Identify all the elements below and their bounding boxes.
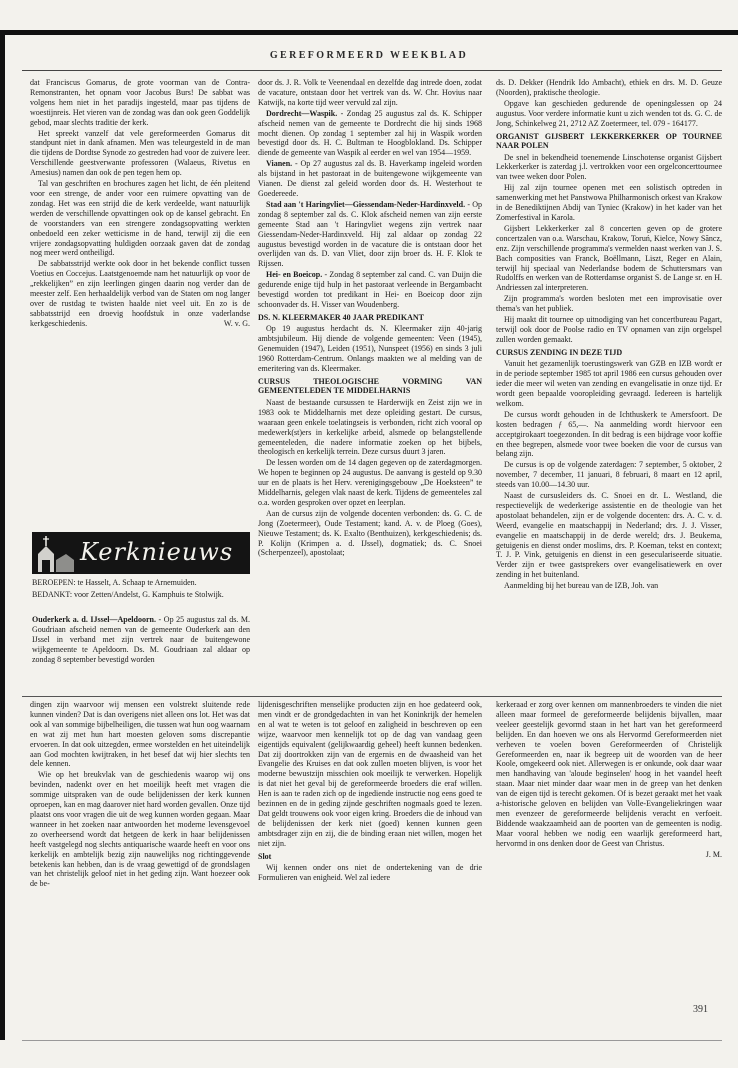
bottom-column-2	[258, 700, 482, 960]
paragraph: Het spreekt vanzelf dat vele gereformeerden Gomarus dit standpunt niet in dank afnamen. Men was teleurgesteld in de man die tijdens de Dordtse Synode zo gestreden had voor de zuivere leer. Verschillende geestverwante professoren (Walaeus, Rivetus en Amesius) namen dan ook de pen tegen hem op.	[30, 128, 250, 178]
church-illustration-icon	[32, 532, 78, 574]
paragraph-text: De sabbatsstrijd werkte ook door in het bekende conflict tussen Voetius en Coccejus. Laatstgenoemde nam het natuurlijk op voor de „rekkelijken” en zijn leerlingen gingen daarin nog verder dan de meester zelf. Een herhaaldelijk verbod van de Staten om nog langer over de rustdag te twisten haalde niet veel uit. En zo is de sabbatsstrijd een droevig hoofdstuk in onze vaderlandse kerkgeschiedenis.	[30, 259, 250, 328]
paragraph	[258, 270, 482, 310]
bottom-column-3	[496, 700, 722, 960]
paragraph: ds. D. Dekker (Hendrik Ido Ambacht), ethiek en drs. M. D. Geuze (Noorden), praktische theologie.	[496, 78, 722, 97]
column-2	[258, 78, 482, 593]
paragraph: De cursus is op de volgende zaterdagen: 7 september, 5 oktober, 2 november, 7 december, 11 januari, 8 februari, 8 maart en 12 april, steeds van 10.00—14.30 uur.	[496, 460, 722, 490]
paragraph: Wij kennen onder ons niet de ondertekening van de drie Formulieren van enigheid. Wel zal iedere	[258, 863, 482, 882]
signature: J. M.	[705, 849, 722, 859]
place-heading: Vianen.	[266, 159, 293, 169]
paragraph: De cursus wordt gehouden in de Ichthuskerk te Amersfoort. De kosten bedragen ƒ 65,—. Na aanmelding wordt hiervoor een acceptgirokaart toegezonden. In dit bedrag is een bijdrage voor koffie en thee begrepen, alsmede voor twee boeken die voor de cursus van belang zijn.	[496, 409, 722, 459]
paragraph: Gijsbert Lekkerkerker zal 8 concerten geven op de grotere concertzalen van o.a. Warschau, Krakow, Toruń, Kielce, Nowy Sãncz, enz. Zijn verschillende programma's vermelden naast werken van J. S. Bach composities van Franck, Boëllmann, Liszt, Reger en Alain, terwijl hij speciaal van Nederlandse bodem de Schuttersmars van Rudolffs en werken van de Rotterdamse organist S. de Lange sr. en H. Andriessen zal interpreteren.	[496, 223, 722, 293]
paragraph-text: - Op 27 augustus zal ds. B. Haverkamp ingeleid worden als bijstand in het pastoraat in de buitengewone wijkgemeente van Vianen. De dienst zal geleid worden door ds. H. Westerhout te Goedereede.	[258, 159, 482, 198]
paragraph	[30, 259, 250, 328]
header-rule	[22, 70, 722, 71]
place-heading: Hei- en Boeicop.	[266, 270, 323, 280]
kerknieuws-banner	[32, 532, 250, 574]
paragraph: lijdenisgeschriften menselijke producten zijn en hoe gedateerd ook, men vindt er de grondgedachten in van het Koninkrijk der hemelen en al wat te weten is tot geloof en zaligheid in beschreven op een wijze, waarvoor men kennelijk tot op de dag van vandaag geen eigentijds equivalent (gelijkwaardig geheel) heeft kunnen bedenken. Dat zij doortrokken zijn van de ergernis en de dwaasheid van het Evangelie des Kruises en dat ook zullen moeten blijven, is voor het moderne bewustzijn misschien ook moeilijk te verwerken. Hopelijk is dat niet het geval bij de gereformeerde broeders die eraf willen. Hen is aan te raden zich op de ingediende instructie nog eens goed te bezinnen en de in geding zijnde geschriften nogmaals goed te lezen. Dat geldt trouwens ook voor eigen kring. Broeders die de inhoud van de belijdenissen der kerk niet (goed) kennen kunnen geen ambtsdrager zijn en zij, die de binding eraan niet willen, mogen het niet zijn.	[258, 700, 482, 848]
paragraph: Aanmelding bij het bureau van de IZB, Joh. van	[504, 581, 659, 591]
paragraph: dat Franciscus Gomarus, de grote voorman van de Contra-Remonstranten, het opnam voor Jacobus Burs! De sabbat was volgens hem niet in het paradijs ingesteld, maar pas tijdens de woestijnreis. Het vieren van de zondag was dan ook geen Goddelijk gebod, maar slechts traditie der kerk.	[30, 78, 250, 127]
paragraph	[258, 109, 482, 159]
page-number: 391	[693, 1004, 708, 1015]
paragraph: Opgave kan geschieden gedurende de openingslessen op 24 augustus. Voor verdere informatie kunt u zich wenden tot ds. G. C. de Jong, Schinkelweg 21, 2712 AZ Zoetermeer, tel. 079 - 164177.	[496, 98, 722, 128]
paragraph: Zijn programma's worden besloten met een improvisatie over thema's van het publiek.	[496, 294, 722, 314]
column-1-lower	[32, 615, 250, 695]
paragraph: Wie op het breukvlak van de geschiedenis waarop wij ons bevinden, nadenkt over en het moeilijk heeft met vragen die sommige uitspraken van de oude belijdenissen der kerk kunnen oproepen, kan en mag daarover niet hard worden gevallen. Onze tijd plaatst ons voor vragen die uit de weg kunnen worden gegaan. Maar wanneer in het zoeken naar antwoorden het moderne levensgevoel zo overheersend wordt dat hetgeen de kerk in haar belijdenissen heeft vastgelegd nog slechts antiquarische waarde heeft en voor ons kerkelijk en ambtelijk bezig zijn nauwelijks nog richtinggevende betekenis kan hebben, dan is de vraag gewettigd of de grondslagen van het christelijk geloof niet in het geding zijn. Want hoezeer ook de be-	[30, 770, 250, 889]
paragraph: Hij zal zijn tournee openen met een solistisch optreden in samenwerking met het Panstwowa Philharmonisch orkest van Krakow in de Benediktijnen Abdij van Tyniec (Krakow) in het kader van het Zomerfestival in Karola.	[496, 183, 722, 222]
bottom-column-1	[30, 700, 250, 960]
column-1	[30, 78, 250, 533]
paragraph-text: - Op zondag 8 september zal ds. C. Klok afscheid nemen van zijn eerste gemeente Stad aan 't Haringvliet wegens zijn vertrek naar Giessendam-Neder-Hardinxveld. Hij zal aldaar op zondag 22 augustus bevestigd worden in de vacature die is ontstaan door het overlijden van ds. D. van Vliet, door zijn broer ds. H. F. Klok te Rijssen.	[258, 199, 482, 269]
place-heading: Stad aan 't Haringvliet—Giessendam-Neder-Hardinxveld.	[266, 199, 466, 209]
bedankt: BEDANKT: voor Zetten/Andelst, G. Kamphuis te Stolwijk.	[32, 589, 224, 599]
paragraph-text: - Op 25 augustus zal ds. M. Goudriaan afscheid nemen van de gemeente Ouderkerk aan den IJssel in verband met zijn vertrek naar de buitengewone wijkgemeente te Apeldoorn. Ds. M. Goudriaan zal aldaar op zondag 8 september bevestigd worden	[32, 615, 250, 664]
signature: W. v. G.	[223, 318, 250, 328]
paragraph: Hij maakt dit tournee op uitnodiging van het concertbureau Pagart, terwijl ook door de Poolse radio en TV opnamen van zijn orgelspel zullen worden gemaakt.	[496, 315, 722, 344]
paragraph	[258, 159, 482, 199]
paragraph	[32, 615, 250, 665]
paragraph: Op 19 augustus herdacht ds. N. Kleermaker zijn 40-jarig ambtsjubileum. Hij diende de volgende gemeenten: Veen (1945), Genemuiden (1947), Leiden (1951), Nunspeet (1956) en sinds 3 juli 1960 Rotterdam-Centrum. Onlangs maakten we al melding van de emeritering van ds. Kleermaker.	[258, 324, 482, 373]
kerknieuws-section	[32, 532, 250, 628]
column-3	[496, 78, 722, 593]
paragraph: dingen zijn waarvoor wij mensen een volstrekt sluitende rede kunnen vinden? Dat is dan overigens niet alleen ons lot. Het was dat ook al van sommige bijbelheiligen, die tussen wat hun oog waarnam en wat zij met hun hart moesten geloven soms discrepantie ervoeren. In dat ook uitzegden, ermee worstelden en het uiteindelijk aan God mochten kwijtraken, in het besef dat wij hier slechts ten dele kennen.	[30, 700, 250, 769]
section-heading: CURSUS ZENDING IN DEZE TIJD	[496, 347, 623, 357]
paragraph: De lessen worden om de 14 dagen gegeven op de zaterdagmorgen. We hopen te beginnen op 24 augustus. De aanvang is gesteld op 9.30 uur en de plaats is het Herv. verenigingsgebouw „De Hoeksteen” te Middelharnis, gelegen vlak naast de kerk. Tijdens de gemeenteles zal o.a. worden gesproken over opzet en leerplan.	[258, 458, 482, 507]
section-heading: DS. N. KLEERMAKER 40 JAAR PREDIKANT	[258, 312, 425, 322]
paragraph: door ds. J. R. Volk te Veenendaal en dezelfde dag intrede doen, zodat de vacature, ontstaan door het vertrek van ds. W. Chr. Hovius naar Katwijk, na korte tijd weer vervuld zal zijn.	[258, 78, 482, 107]
paragraph: kerkeraad er zorg over kennen om mannenbroeders te vinden die niet alleen maar formeel de gereformeerde belijdenis bijvallen, maar veeleer geestelijk gevormd staan in het hart van het gereformeerd belijden. En dan hoeven we ons als Hervormd Gereformeerden niet verheven te voelen boven Gereformeerden of Christelijk Gereformeerden en, naar ik begreep uit de woorden van de heer Koole, omgekeerd ook niet. Allerwegen is er onkunde, ook daar waar men handhaving van 'aloude beginselen' hoog in het vaandel heeft staan. Maar niet minder daar waar men in de greep van het denken van de eigen tijd is terecht gekomen. Of is bezet geraakt met het vaak a-historische geloven en belijden van Volle-Evangeliekringen waar men evenzeer de gereformeerde belijdenis veracht en verfoeit. Biddende waakzaamheid aan de poorten van de gemeenten is nodig. Maar vooral hebben we nodig een waarlijk gereformeerd hart, hervormd in ons denken door de Geest van Christus.	[496, 700, 722, 848]
paragraph: Naast de bestaande cursussen te Harderwijk en Zeist zijn we in 1983 ook te Middelharnis met deze opleiding gestart. De cursus, waaraan geen enkele toelatingseis is verbonden, richt zich vooral op medewerk(st)ers in kerkelijke arbeid, alsmede op belangstellende gemeenteleden, die nadere informatie zoeken op het bijbels, theologisch en kerkelijk terrein. Deze cursus duurt 3 jaren.	[258, 397, 482, 457]
page-header: GEREFORMEERD WEEKBLAD	[269, 50, 469, 61]
section-heading: CURSUS THEOLOGISCHE VORMING VAN GEMEENTELEDEN TE MIDDELHARNIS	[258, 376, 482, 396]
paragraph: Vanuit het gezamenlijk toerustingswerk van GZB en IZB wordt er in de periode september 1985 tot april 1986 een cursus gehouden over ieder die meer wil weten van zending en evangelisatie in onze tijd. Er wordt geen bepaalde vooropleiding gevraagd. Iedereen is hartelijk welkom.	[496, 359, 722, 408]
place-heading: Ouderkerk a. d. IJssel—Apeldoorn.	[32, 615, 156, 624]
paragraph-text: - Zondag 25 augustus zal ds. K. Schipper afscheid nemen van de gemeente te Dordrecht die hij sinds 1968 mocht dienen. Op zondag 1 september zal hij in Waspik worden bevestigd door ds. H. C. Bultman te Hoogblokland. Ds. Schipper diende de gemeente van Waspik al eerder en wel van 1954—1959.	[258, 108, 482, 158]
section-divider	[22, 696, 722, 697]
section-heading: ORGANIST GIJSBERT LEKKERKERKER OP TOURNEE NAAR POLEN	[496, 131, 722, 151]
bottom-rule	[22, 1040, 722, 1041]
kerknieuws-body	[32, 578, 250, 602]
paragraph-text: - Zondag 8 september zal cand. C. van Duijn die gedurende enige tijd hulp in het pastoraat verleende in Bergambacht bevestigd worden tot predikant in Hei- en Boeicop door zijn schoonvader ds. H. Visser van Woudenberg.	[258, 270, 482, 309]
place-heading: Dordrecht—Waspik.	[266, 108, 338, 118]
beroepen: BEROEPEN: te Hasselt, A. Schaap te Arnemuiden.	[32, 578, 197, 587]
paragraph	[258, 200, 482, 269]
left-border	[0, 30, 5, 1040]
paragraph: Naast de cursusleiders ds. C. Snoei en dr. L. Westland, die respectievelijk de wederkerige assistentie en de theologie van het apostolaat behandelen, zijn er de volgende docenten: drs. A. C. v. d. Weerd, evangelie en maatschappij in Nederland; drs. J. J. Visser, evangelie en maatschappij in de derde wereld; drs. J. Beukema, getuigenis en dienst onder moslims, drs. P. Koeman, tekst en context; T. J. P. Vink, getuigenis en dienst in een geseculariseerde situatie. Verder zijn er twee gastsprekers over evangelisatiewerk en over zending in het buitenland.	[496, 491, 722, 580]
paragraph: Tal van geschriften en brochures zagen het licht, de één pleitend voor een strenge, de ander voor een ruimere opvatting van de zondag. Het was een strijd die de kerk verdeelde, want natuurlijk werden de verschillende opvattingen ook op de kansel gebracht. En de voorstanders van een strengere zondagsopvatting werkten onbedoeld een zeker wetticisme in de hand, terwijl zij die een vrijere zondagsopvatting huldigden oorzaak gaven dat de zondag nog meer werd ontheiligd.	[30, 179, 250, 258]
top-border	[0, 30, 738, 35]
paragraph: De snel in bekendheid toenemende Linschotense organist Gijsbert Lekkerkerker is zaterdag j.l. vertrokken voor een orgelconcerttournee van twee weken door Polen.	[496, 152, 722, 182]
section-heading: Slot	[258, 851, 272, 861]
paragraph: Aan de cursus zijn de volgende docenten verbonden: ds. G. C. de Jong (Zoetermeer), Oude Testament; kand. A. v. de Ploeg (Goes), Nieuwe Testament; ds. K. Exalto (Benthuizen), kerkgeschiedenis; ds. P. Kolijn (Krimpen a. d. IJssel), dogmatiek; ds. C. Snoei (Scherpenzeel), apostolaat;	[258, 508, 482, 558]
kerknieuws-title: Kerknieuws	[80, 538, 234, 566]
